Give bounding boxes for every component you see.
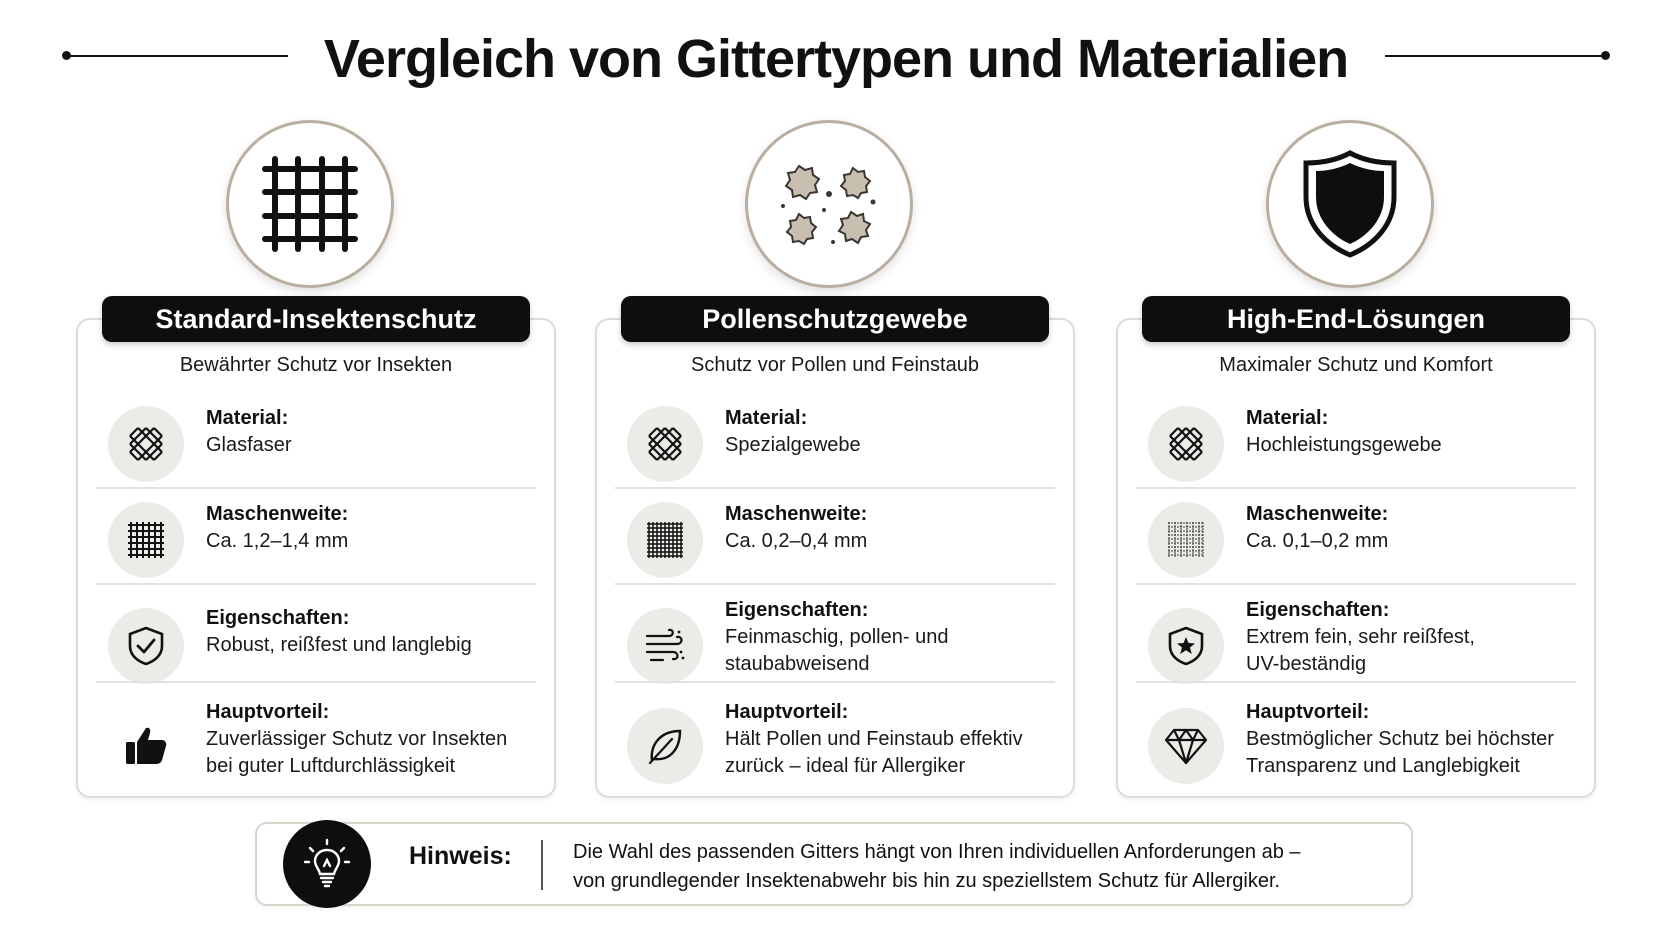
row-value: Zuverlässiger Schutz vor Insekten bei guter Luftdurchlässigkeit (206, 728, 508, 777)
woven-fabric-icon (1148, 406, 1224, 482)
divider (1136, 583, 1576, 585)
row-value: Extrem fein, sehr reißfest, UV-beständig (1246, 626, 1475, 675)
wind-icon (627, 608, 703, 684)
row-value: Hält Pollen und Feinstaub effektiv zurück – ideal für Allergiker (725, 728, 1023, 777)
title-area (0, 20, 1672, 90)
divider (1136, 487, 1576, 489)
row-value: Ca. 0,1–0,2 mm (1246, 530, 1389, 552)
coarse-mesh-icon (108, 502, 184, 578)
row-value: Feinmaschig, pollen- und staubabweisend (725, 626, 949, 675)
row-properties (615, 596, 1055, 692)
row-label: Hauptvorteil: (725, 701, 849, 723)
woven-fabric-icon (627, 406, 703, 482)
woven-fabric-icon (108, 406, 184, 482)
row-mesh (96, 500, 536, 590)
divider (615, 487, 1055, 489)
grid-icon (226, 120, 394, 288)
row-label: Hauptvorteil: (1246, 701, 1370, 723)
divider (1136, 681, 1576, 683)
shield-icon (1266, 120, 1434, 288)
card-subtitle: Schutz vor Pollen und Feinstaub (691, 354, 979, 376)
row-value: Glasfaser (206, 434, 292, 456)
row-label: Maschenweite: (1246, 503, 1389, 525)
note-box (255, 822, 1413, 906)
row-benefit (96, 698, 536, 794)
row-properties (96, 596, 536, 692)
row-label: Hauptvorteil: (206, 701, 330, 723)
row-label: Material: (1246, 407, 1329, 429)
row-material (615, 404, 1055, 494)
lightbulb-icon (283, 820, 371, 908)
row-value: Bestmöglicher Schutz bei höchster Transparenz und Langlebigkeit (1246, 728, 1554, 777)
row-label: Eigenschaften: (1246, 599, 1390, 621)
divider (96, 681, 536, 683)
row-label: Material: (206, 407, 289, 429)
ultra-fine-mesh-icon (1148, 502, 1224, 578)
thumbs-up-icon (108, 708, 184, 784)
row-label: Eigenschaften: (206, 607, 350, 629)
row-value: Robust, reißfest und langlebig (206, 634, 472, 656)
note-text: Die Wahl des passenden Gitters hängt von Ihren individuellen Anforderungen ab – von grundlegender Insektenabwehr bis hin zu speziellstem Schutz für Allergiker. (573, 841, 1301, 892)
rule-dot-right (1601, 51, 1610, 60)
title-rule-right (1385, 55, 1607, 57)
row-label: Eigenschaften: (725, 599, 869, 621)
divider (615, 681, 1055, 683)
diamond-icon (1148, 708, 1224, 784)
note-separator (541, 840, 543, 890)
fine-mesh-icon (627, 502, 703, 578)
row-material (96, 404, 536, 494)
divider (96, 583, 536, 585)
divider (96, 487, 536, 489)
shield-star-icon (1148, 608, 1224, 684)
row-label: Maschenweite: (725, 503, 868, 525)
column-pollen (595, 118, 1075, 798)
row-mesh (1136, 500, 1576, 590)
row-value: Hochleistungsgewebe (1246, 434, 1442, 456)
row-benefit (1136, 698, 1576, 794)
column-standard (76, 118, 556, 798)
divider (615, 583, 1055, 585)
row-benefit (615, 698, 1055, 794)
row-value: Ca. 1,2–1,4 mm (206, 530, 349, 552)
note-label: Hinweis: (409, 842, 512, 870)
card-heading: High-End-Lösungen (1142, 296, 1570, 342)
leaf-icon (627, 708, 703, 784)
shield-check-icon (108, 608, 184, 684)
column-high-end (1116, 118, 1596, 798)
row-material (1136, 404, 1576, 494)
row-properties (1136, 596, 1576, 692)
row-label: Maschenweite: (206, 503, 349, 525)
card-heading: Standard-Insektenschutz (102, 296, 530, 342)
row-mesh (615, 500, 1055, 590)
card-heading: Pollenschutzgewebe (621, 296, 1049, 342)
page-title: Vergleich von Gittertypen und Materialien (323, 29, 1349, 89)
card-subtitle: Bewährter Schutz vor Insekten (179, 354, 453, 376)
row-value: Spezialgewebe (725, 434, 861, 456)
pollen-icon (745, 120, 913, 288)
card-subtitle: Maximaler Schutz und Komfort (1219, 354, 1493, 376)
row-value: Ca. 0,2–0,4 mm (725, 530, 868, 552)
row-label: Material: (725, 407, 808, 429)
